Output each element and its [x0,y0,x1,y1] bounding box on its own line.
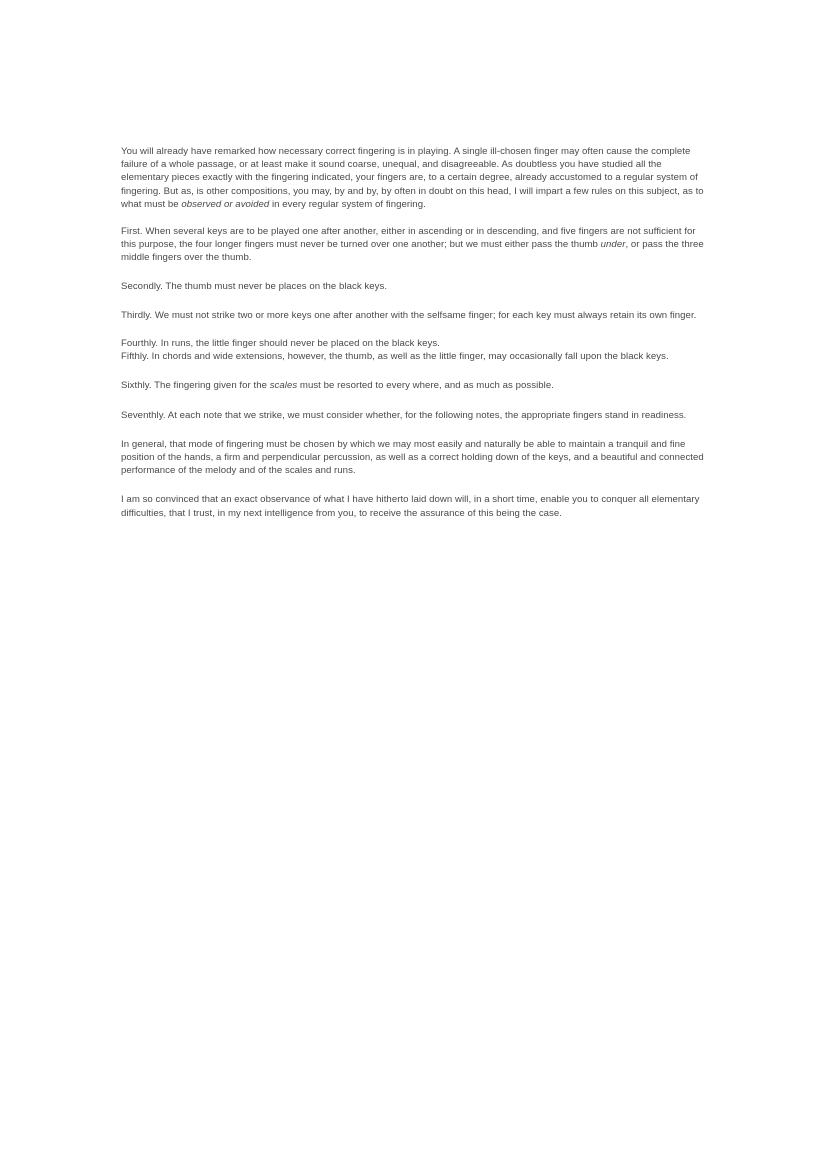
paragraph-text: You will already have remarked how necessary correct fingering is in playing. A single ill-chosen finger may often cause the complete failure of a whole passage, or at least make it sound coarse, unequal, and disagreeable. As doubtless you have studied all the elementary pieces exactly with the fingering indicated, your fingers are, to a certain degree, already accustomed to a regular system of fingering. But as, is other compositions, you may, by and by, by often in doubt on this head, I will impart a few rules on this subject, as to what must be [121,146,704,210]
document-body [121,145,706,533]
paragraph-text: First. When several keys are to be played one after another, either in ascending or in descending, and five fingers are not sufficient for this purpose, the four longer fingers must never be turned over one another; but we must either pass the thumb [121,226,696,251]
paragraph-rule-second: Secondly. The thumb must never be places on the black keys. [121,280,388,292]
paragraph-intro [121,145,706,211]
paragraph-rule-fifth: Fifthly. In chords and wide extensions, however, the thumb, as well as the little finger, may occasionally fall upon the black keys. [121,351,669,363]
paragraph-rule-third: Thirdly. We must not strike two or more keys one after another with the selfsame finger; for each key must always retain its own finger. [121,309,697,321]
paragraph-rule-first [121,225,706,265]
paragraph-rule-seventh: Seventhly. At each note that we strike, we must consider whether, for the following notes, the appropriate fingers stand in readiness. [121,409,687,421]
paragraph-rule-sixth [121,379,706,392]
paragraph-text: must be resorted to every where, and as much as possible. [297,380,554,392]
paragraph-text: Sixthly. The fingering given for the [121,380,270,392]
paragraph-text: in every regular system of fingering. [269,198,426,210]
emphasis-text: observed or avoided [181,198,270,210]
emphasis-text: under [600,239,626,251]
paragraph-text: , or pass the three middle fingers over the thumb. [121,239,704,264]
paragraph-rule-fourth: Fourthly. In runs, the little finger should never be placed on the black keys. [121,338,440,350]
paragraph-conclusion: I am so convinced that an exact observance of what I have hitherto laid down will, in a short time, enable you to conquer all elementary difficulties, that I trust, in my next intelligence from you, to receive the assurance of this being the case. [121,494,700,519]
paragraph-general: In general, that mode of fingering must be chosen by which we may most easily and naturally be able to maintain a tranquil and fine position of the hands, a firm and perpendicular percussion, as well as a correct holding down of the keys, and a beautiful and connected performance of the melody and of the scales and runs. [121,438,704,477]
emphasis-text: scales [269,380,298,392]
